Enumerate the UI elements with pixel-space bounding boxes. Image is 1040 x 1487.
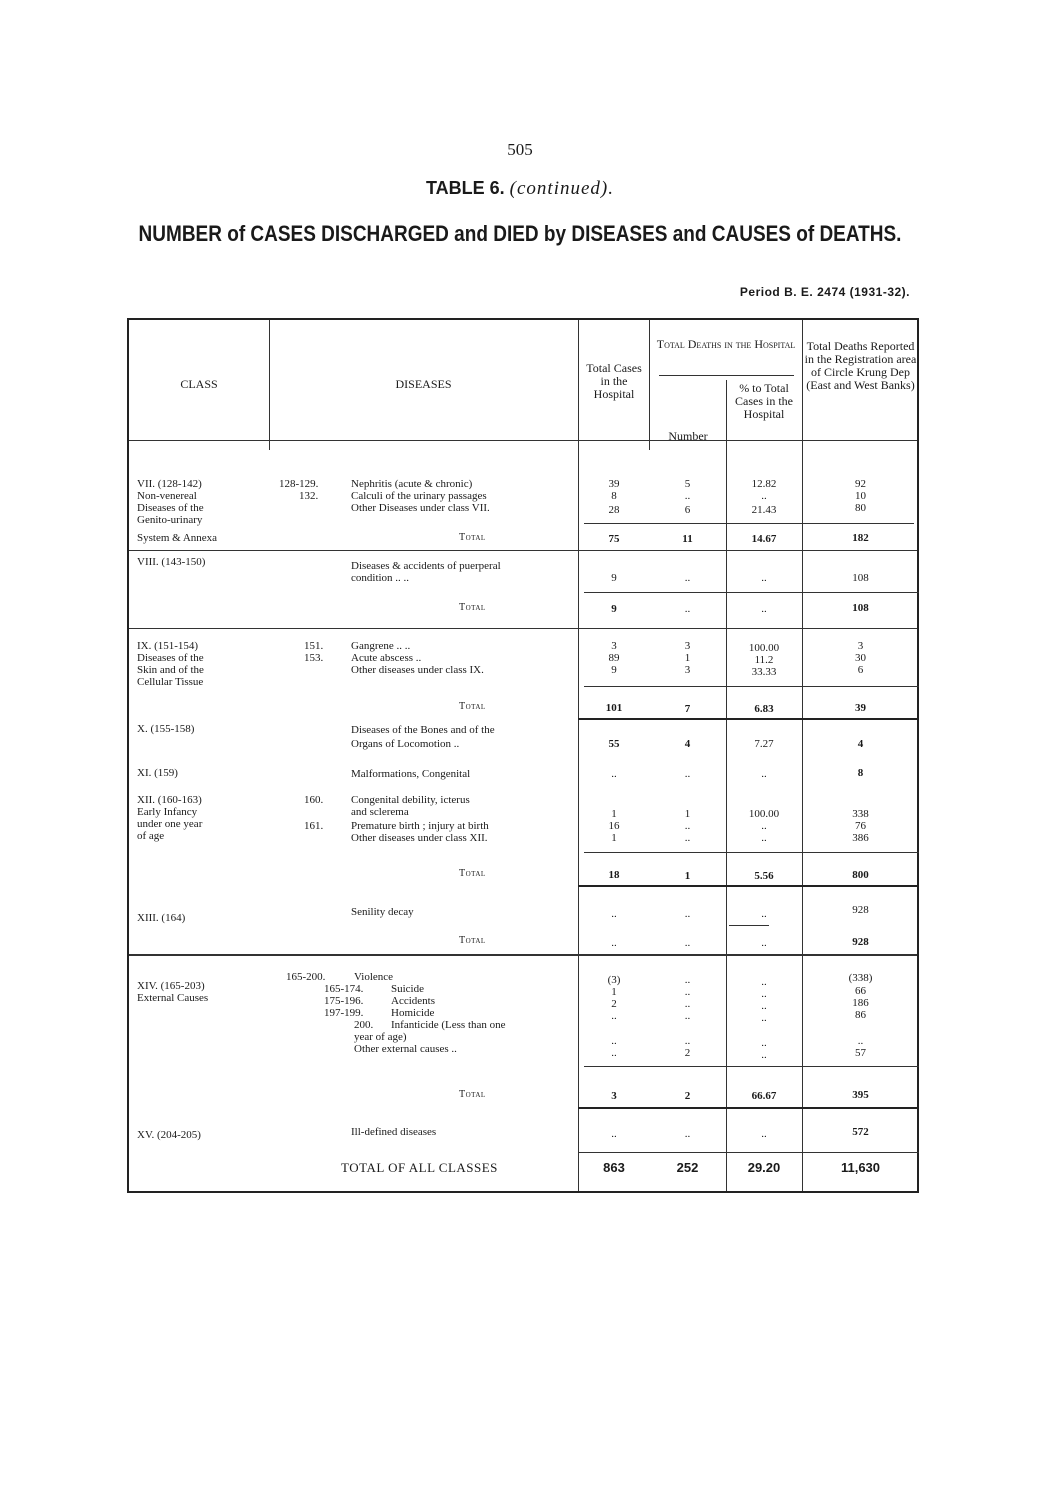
total-deaths: .. <box>684 603 691 615</box>
cell-deaths: 5 <box>684 478 691 490</box>
total-deaths: 2 <box>684 1090 691 1102</box>
grand-total-pct: 29.20 <box>747 1160 781 1175</box>
total-label: Total <box>459 532 486 543</box>
disease-code: 151. <box>304 640 324 652</box>
total-pct: 66.67 <box>751 1090 777 1102</box>
total-deaths: 1 <box>684 870 691 882</box>
cell-pct: 33.33 <box>751 666 777 678</box>
cell-cases: 8 <box>611 490 617 502</box>
class-label: under one year <box>137 818 203 830</box>
disease-name: Suicide <box>391 983 424 995</box>
total-deaths: 11 <box>682 533 693 545</box>
class-label: Non-venereal <box>137 490 197 502</box>
cell-cases: .. <box>611 1035 617 1047</box>
cell-pct: 12.82 <box>751 478 777 490</box>
class-label: Early Infancy <box>137 806 198 818</box>
cell-reported: 57 <box>855 1047 866 1059</box>
cell-pct: .. <box>761 988 767 1000</box>
subtotal-rule <box>584 523 914 524</box>
cell-reported: 76 <box>855 820 866 832</box>
subtotal-rule <box>584 686 919 687</box>
cell-reported: 10 <box>855 490 866 502</box>
cell-cases: .. <box>611 1047 617 1059</box>
disease-name: Malformations, Congenital <box>351 768 471 780</box>
cell-deaths: .. <box>684 832 691 844</box>
cell-reported: 572 <box>852 1126 869 1138</box>
cell-deaths: 1 <box>684 652 691 664</box>
total-cases: 75 <box>608 533 620 545</box>
grand-total-rule <box>578 1152 919 1153</box>
cell-deaths: .. <box>684 572 691 584</box>
class-label: Genito-urinary <box>137 514 203 526</box>
cell-pct: .. <box>761 1037 767 1049</box>
grand-total-cases: 863 <box>603 1160 625 1175</box>
total-label: Total <box>459 935 486 946</box>
class-label: Diseases of the <box>137 502 204 514</box>
cell-deaths: .. <box>684 986 691 998</box>
total-pct: .. <box>761 937 767 949</box>
cell-cases: 2 <box>611 998 617 1010</box>
header-class: CLASS <box>180 377 218 391</box>
total-pct: .. <box>761 603 767 615</box>
total-pct: 6.83 <box>754 703 774 715</box>
total-pct: 14.67 <box>751 533 777 545</box>
cell-deaths: 4 <box>684 738 691 750</box>
class-label: VII. (128-142) <box>137 478 202 490</box>
disease-name: Other Diseases under class VII. <box>351 502 490 514</box>
section-divider <box>129 628 917 629</box>
cell-reported: 4 <box>857 738 864 750</box>
cell-cases: 28 <box>608 504 620 516</box>
cell-reported: .. <box>857 1035 864 1047</box>
total-label: Total <box>459 701 486 712</box>
disease-name: Gangrene .. .. <box>351 640 411 652</box>
cell-reported: 386 <box>852 832 869 844</box>
cell-reported: (338) <box>848 972 873 984</box>
cell-reported: 108 <box>852 572 869 584</box>
section-divider-thick <box>578 885 919 887</box>
table-title <box>0 178 1040 200</box>
total-reported: 182 <box>852 532 869 544</box>
total-cases: 18 <box>608 869 620 881</box>
header-total-deaths: Total Deaths in the Hospital <box>656 337 796 351</box>
disease-code: 197-199. <box>324 1007 364 1019</box>
disease-name: Diseases & accidents of puerperal <box>351 560 501 572</box>
disease-name: Infanticide (Less than one <box>391 1019 506 1031</box>
section-divider-thick <box>578 1107 919 1109</box>
total-reported: 928 <box>852 936 869 948</box>
total-cases: 101 <box>605 702 623 714</box>
cell-pct: .. <box>761 1000 767 1012</box>
cell-reported: 8 <box>857 767 864 779</box>
header-diseases: DISEASES <box>395 377 452 391</box>
cell-cases: 16 <box>608 820 620 832</box>
disease-code: 128-129. <box>279 478 319 490</box>
cell-cases: (3) <box>607 974 621 986</box>
cell-reported: 338 <box>852 808 869 820</box>
total-reported: 39 <box>855 702 866 714</box>
cell-pct: 7.27 <box>754 738 774 750</box>
disease-name: Nephritis (acute & chronic) <box>351 478 473 490</box>
disease-name: Organs of Locomotion .. <box>351 738 460 750</box>
class-label: Skin and of the <box>137 664 204 676</box>
disease-name: Diseases of the Bones and of the <box>351 724 495 736</box>
cell-cases: 1 <box>611 986 617 998</box>
disease-name: Other external causes .. <box>354 1043 457 1055</box>
class-label: X. (155-158) <box>137 723 195 735</box>
col-divider-cases <box>649 320 650 450</box>
disease-code: 165-200. <box>286 971 326 983</box>
disease-name: Other diseases under class XII. <box>351 832 488 844</box>
disease-name: Congenital debility, icterus <box>351 794 470 806</box>
cell-deaths: .. <box>684 1010 691 1022</box>
section-divider-thick <box>578 718 919 720</box>
total-deaths: .. <box>684 937 691 949</box>
class-label: XV. (204-205) <box>137 1129 201 1141</box>
cell-deaths: .. <box>684 998 691 1010</box>
total-deaths: 7 <box>684 703 691 715</box>
total-reported: 108 <box>852 602 869 614</box>
cell-pct: .. <box>761 832 767 844</box>
cell-pct: .. <box>761 572 767 584</box>
cell-pct: 100.00 <box>748 808 780 820</box>
total-label: Total <box>459 602 486 613</box>
disease-name: Senility decay <box>351 906 414 918</box>
cell-pct: .. <box>761 768 767 780</box>
disease-name: Other diseases under class IX. <box>351 664 484 676</box>
col-divider-reported <box>802 320 803 1191</box>
disease-name: year of age) <box>354 1031 407 1043</box>
disease-code: 160. <box>304 794 324 806</box>
cell-deaths: .. <box>684 1035 691 1047</box>
cell-pct: .. <box>761 976 767 988</box>
total-cases: 9 <box>611 603 617 615</box>
header-bottom-rule <box>129 440 917 441</box>
cell-cases: .. <box>611 768 617 780</box>
class-label: XII. (160-163) <box>137 794 202 806</box>
disease-name: Violence <box>354 971 394 983</box>
class-label: of age <box>137 830 165 842</box>
total-reported: 395 <box>852 1089 869 1101</box>
disease-name: and sclerema <box>351 806 409 818</box>
col-divider-diseases <box>578 320 579 1191</box>
cell-cases: 39 <box>608 478 620 490</box>
main-heading: NUMBER of CASES DISCHARGED and DIED by DISEASES and CAUSES of DEATHS. <box>138 222 902 247</box>
cell-deaths: 2 <box>684 1047 691 1059</box>
header-reported: Total Deaths Reported in the Registration area of Circle Krung Dep (East and West Banks) <box>804 339 917 392</box>
cell-deaths: .. <box>684 908 691 920</box>
cell-cases: 3 <box>611 640 617 652</box>
cell-deaths: .. <box>684 768 691 780</box>
disease-name: Homicide <box>391 1007 435 1019</box>
cell-pct: .. <box>761 1128 767 1140</box>
header-percent: % to Total Cases in the Hospital <box>735 381 793 421</box>
cell-reported: 66 <box>855 985 866 997</box>
cell-cases: 55 <box>608 738 620 750</box>
header-total-cases: Total Cases in the Hospital <box>586 361 642 401</box>
cell-reported: 6 <box>857 664 864 676</box>
cell-deaths: 3 <box>684 664 691 676</box>
cell-cases: .. <box>611 908 617 920</box>
cell-reported: 928 <box>852 904 869 916</box>
section-divider <box>129 550 917 551</box>
subtotal-rule <box>584 852 919 853</box>
total-label: Total <box>459 1089 486 1100</box>
class-label: XI. (159) <box>137 767 178 779</box>
disease-name: condition .. .. <box>351 572 410 584</box>
class-label: VIII. (143-150) <box>137 556 206 568</box>
cell-pct: .. <box>761 908 767 920</box>
class-label: IX. (151-154) <box>137 640 199 652</box>
disease-name: Accidents <box>391 995 435 1007</box>
cell-pct: 21.43 <box>751 504 777 516</box>
grand-total-label: TOTAL OF ALL CLASSES <box>341 1160 498 1175</box>
cell-reported: 30 <box>855 652 866 664</box>
cell-cases: .. <box>611 1128 617 1140</box>
class-label: XIII. (164) <box>137 912 186 924</box>
total-pct: 5.56 <box>754 870 774 882</box>
class-label: Diseases of the <box>137 652 204 664</box>
cell-pct: 100.00 <box>748 642 780 654</box>
cell-deaths: .. <box>684 974 691 986</box>
cell-pct: 11.2 <box>754 654 774 666</box>
class-label: System & Annexa <box>137 532 218 544</box>
disease-code: 132. <box>299 490 319 502</box>
cell-reported: 86 <box>855 1009 866 1021</box>
disease-name: Acute abscess .. <box>351 652 422 664</box>
header-number: Number <box>668 429 708 443</box>
grand-total-reported: 11,630 <box>840 1160 881 1175</box>
disease-code: 161. <box>304 820 324 832</box>
cell-reported: 80 <box>855 502 866 514</box>
class-label: External Causes <box>137 992 209 1004</box>
cell-reported: 186 <box>852 997 869 1009</box>
disease-name: Ill-defined diseases <box>351 1126 437 1138</box>
disease-name: Calculi of the urinary passages <box>351 490 487 502</box>
cell-cases: 1 <box>611 808 617 820</box>
disease-code: 165-174. <box>324 983 364 995</box>
cell-deaths: 3 <box>684 640 691 652</box>
disease-code: 200. <box>354 1019 374 1031</box>
period-label: Period B. E. 2474 (1931-32). <box>739 285 910 299</box>
cell-pct: .. <box>761 1049 767 1061</box>
grand-total-deaths: 252 <box>676 1160 699 1175</box>
disease-code: 153. <box>304 652 324 664</box>
subtotal-rule <box>584 1066 919 1067</box>
cell-pct: .. <box>761 1012 767 1024</box>
subtotal-rule <box>729 925 769 926</box>
cell-deaths: 1 <box>684 808 691 820</box>
cell-cases: 1 <box>611 832 617 844</box>
data-table <box>127 318 919 1193</box>
total-cases: 3 <box>611 1090 617 1102</box>
cell-deaths: .. <box>684 820 691 832</box>
cell-reported: 92 <box>855 478 866 490</box>
cell-deaths: .. <box>684 1128 691 1140</box>
cell-pct: .. <box>761 490 767 502</box>
class-label: Cellular Tissue <box>137 676 204 688</box>
cell-cases: 9 <box>611 572 617 584</box>
table-label: TABLE 6. <box>425 178 505 198</box>
deaths-group-rule <box>659 375 794 376</box>
cell-pct: .. <box>761 820 767 832</box>
page-number: 505 <box>507 140 533 159</box>
total-reported: 800 <box>852 869 869 881</box>
disease-code: 175-196. <box>324 995 364 1007</box>
total-cases: .. <box>611 937 617 949</box>
cell-reported: 3 <box>857 640 864 652</box>
cell-deaths: .. <box>684 490 691 502</box>
cell-cases: .. <box>611 1010 617 1022</box>
cell-cases: 89 <box>608 652 620 664</box>
table-continued: (continued). <box>509 178 614 199</box>
class-label: XIV. (165-203) <box>137 980 205 992</box>
subtotal-rule <box>584 592 919 593</box>
disease-name: Premature birth ; injury at birth <box>351 820 489 832</box>
cell-cases: 9 <box>611 664 617 676</box>
section-divider <box>129 954 917 956</box>
total-label: Total <box>459 868 486 879</box>
cell-deaths: 6 <box>684 504 691 516</box>
